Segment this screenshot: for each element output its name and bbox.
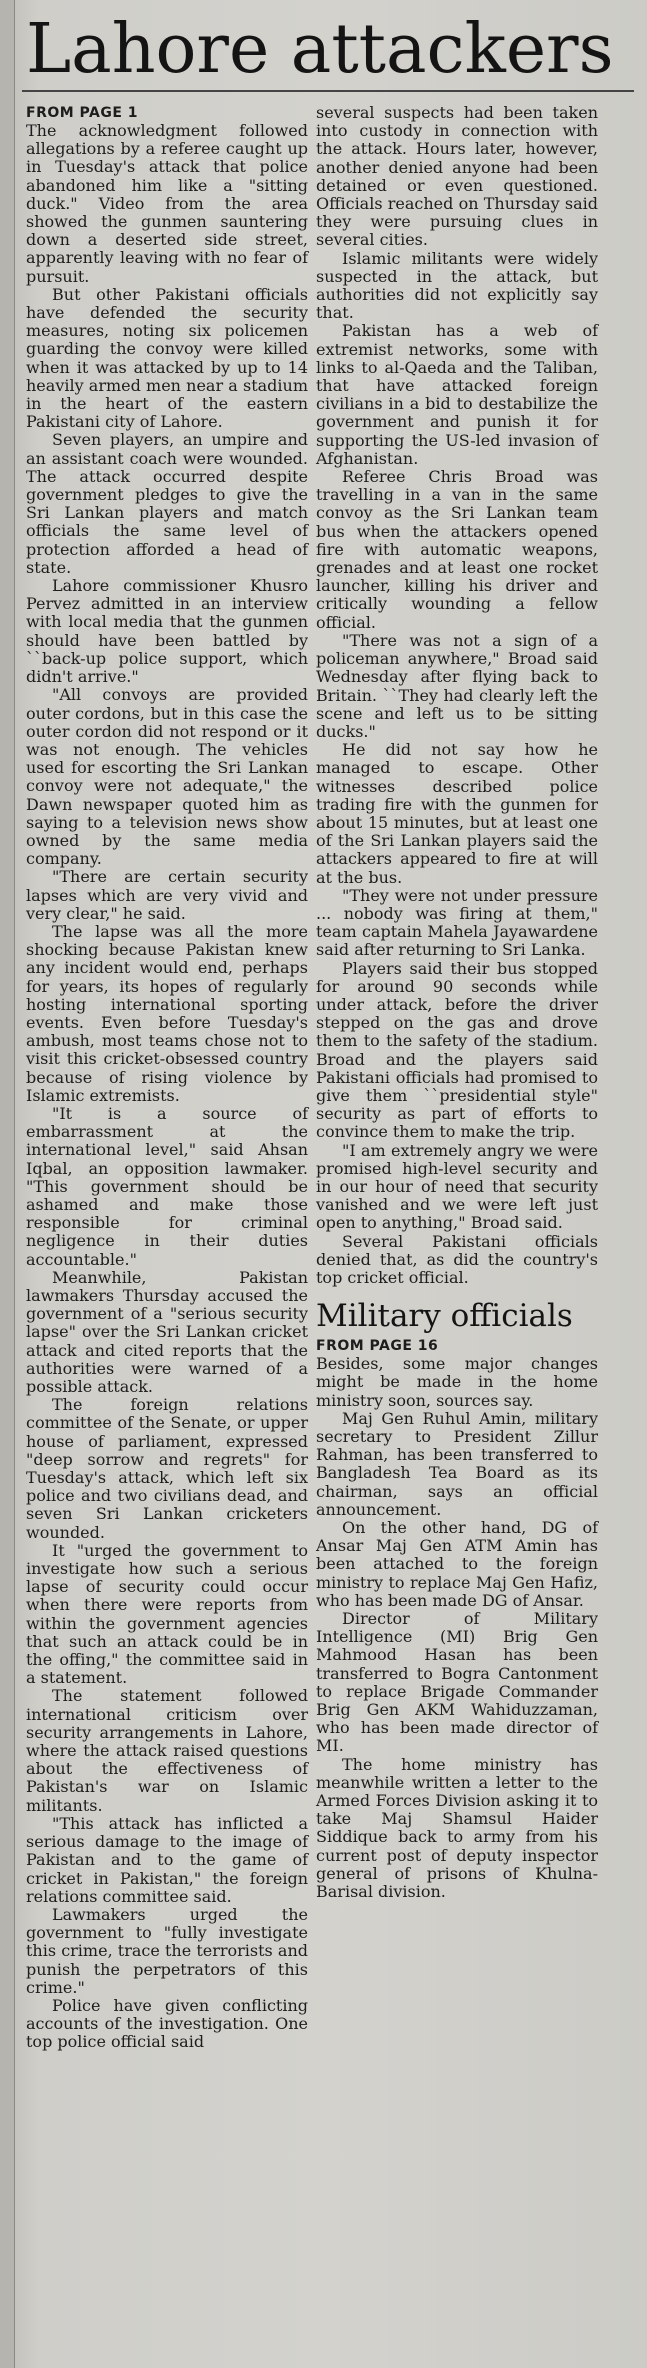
paragraph: The home ministry has meanwhile written a letter to the Armed Forces Division asking it to take Maj Shamsul Haider Siddique back to army from his current post of deputy inspector general of prisons of Khulna-Barisal division. bbox=[316, 1754, 598, 1902]
paragraph: He did not say how he managed to escape. Other witnesses described police trading fire with the gunmen for about 15 minutes, but at least one of the Sri Lankan players said the attackers appeared to fire at will at the bus. bbox=[316, 740, 598, 887]
paragraph: several suspects had been taken into custody in connection with the attack. Hours later, however, another denied anyone had been detained or even questioned. Officials reached on Thursday said they were pursuing clues in several cities. bbox=[316, 103, 598, 250]
paragraph: "I am extremely angry we were promised high-level security and in our hour of need that security vanished and we were left just open to anything," Broad said. bbox=[316, 1140, 598, 1233]
paragraph: The acknowledgment followed allegations by a referee caught up in Tuesday's attack that police abandoned him like a "sitting duck." Video from the area showed the gunmen sauntering down a deserted side street, apparently leaving with no fear of pursuit. bbox=[26, 121, 308, 286]
column-left bbox=[26, 104, 308, 2052]
paragraph: Players said their bus stopped for around 90 seconds while under attack, before the driver stepped on the gas and drove them to the safety of the stadium. Broad and the players said Pakistani officials had promised to give them ``presidential style" security as part of efforts to convince them to make the trip. bbox=[316, 958, 598, 1142]
paragraph: It "urged the government to investigate how such a serious lapse of security could occur when there were reports from within the government agencies that such an attack could be in the offing," the committee said in a statement. bbox=[26, 1540, 308, 1688]
paragraph: Besides, some major changes might be made in the home ministry soon, sources say. bbox=[316, 1354, 598, 1410]
paragraph: "They were not under pressure ... nobody was firing at them," team captain Mahela Jayawardene said after returning to Sri Lanka. bbox=[316, 885, 598, 960]
paragraph: The statement followed international criticism over security arrangements in Lahore, where the attack raised questions about the effectiveness of Pakistan's war on Islamic militants. bbox=[26, 1686, 308, 1815]
paragraph: Lahore commissioner Khusro Pervez admitted in an interview with local media that the gunmen should have been battled by ``back-up police support, which didn't arrive." bbox=[26, 576, 308, 687]
paragraph: The foreign relations committee of the Senate, or upper house of parliament, expressed "deep sorrow and regrets" for Tuesday's attack, which left six police and two civilians dead, and seven Sri Lankan cricketers wounded. bbox=[26, 1395, 308, 1542]
paragraph: "There was not a sign of a policeman anywhere," Broad said Wednesday after flying back to Britain. ``They had clearly left the scene and left us to be sitting ducks." bbox=[316, 630, 598, 741]
paragraph: But other Pakistani officials have defended the security measures, noting six policemen guarding the convoy were killed when it was attacked by up to 14 heavily armed men near a stadium in the heart of the eastern Pakistani city of Lahore. bbox=[26, 284, 308, 432]
paragraph: Islamic militants were widely suspected in the attack, but authorities did not explicitly say that. bbox=[316, 248, 598, 323]
paragraph: Pakistan has a web of extremist networks, some with links to al-Qaeda and the Taliban, that have attacked foreign civilians in a bid to destabilize the government and punish it for supporting the US-led invasion of Afghanistan. bbox=[316, 321, 598, 468]
page-edge bbox=[0, 0, 15, 2368]
paragraph: Several Pakistani officials denied that, as did the country's top cricket official. bbox=[316, 1231, 598, 1287]
paragraph: Lawmakers urged the government to "fully investigate this crime, trace the terrorists and punish the perpetrators of this crime." bbox=[26, 1904, 308, 1997]
paragraph: Referee Chris Broad was travelling in a van in the same convoy as the Sri Lankan team bus when the attackers opened fire with automatic weapons, grenades and at least one rocket launcher, killing his driver and critically wounding a fellow official. bbox=[316, 467, 598, 632]
headline: Lahore attackers bbox=[26, 10, 614, 89]
paragraph: Maj Gen Ruhul Amin, military secretary to President Zillur Rahman, has been transferred to Bangladesh Tea Board as its chairman, says an official announcement. bbox=[316, 1408, 598, 1519]
story2-kicker: FROM PAGE 16 bbox=[316, 1338, 439, 1355]
paragraph: "It is a source of embarrassment at the international level," said Ahsan Iqbal, an opposition lawmaker. "This government should be ashamed and make those responsible for criminal negligence in their duties accountable." bbox=[26, 1103, 308, 1269]
paragraph: The lapse was all the more shocking because Pakistan knew any incident would end, perhaps for years, its hopes of regularly hosting international sporting events. Even before Tuesday's ambush, most teams chose not to visit this cricket-obsessed country because of rising violence by Islamic extremists. bbox=[26, 921, 308, 1105]
paragraph: "This attack has inflicted a serious damage to the image of Pakistan and to the game of cricket in Pakistan," the foreign relations committee said. bbox=[26, 1813, 308, 1906]
column-right bbox=[316, 104, 598, 1901]
story2-headline: Military officials bbox=[316, 1298, 573, 1335]
paragraph: On the other hand, DG of Ansar Maj Gen ATM Amin has been attached to the foreign ministry to replace Maj Gen Hafiz, who has been made DG of Ansar. bbox=[316, 1518, 598, 1610]
paragraph: Seven players, an umpire and an assistant coach were wounded. The attack occurred despite government pledges to give the Sri Lankan players and match officials the same level of protection afforded a head of state. bbox=[26, 430, 308, 577]
story1-kicker: FROM PAGE 1 bbox=[26, 105, 139, 121]
headline-rule bbox=[22, 90, 634, 92]
paragraph: "All convoys are provided outer cordons, but in this case the outer cordon did not respond or it was not enough. The vehicles used for escorting the Sri Lankan convoy were not adequate," the Dawn newspaper quoted him as saying to a television news show owned by the same media company. bbox=[26, 685, 308, 869]
paragraph: "There are certain security lapses which are very vivid and very clear," he said. bbox=[26, 867, 308, 923]
paragraph: Director of Military Intelligence (MI) Brig Gen Mahmood Hasan has been transferred to Bogra Cantonment to replace Brigade Commander Brig Gen AKM Wahiduzzaman, who has been made director of MI. bbox=[316, 1609, 598, 1756]
paragraph: Police have given conflicting accounts of the investigation. One top police official said bbox=[26, 1995, 308, 2052]
paragraph: Meanwhile, Pakistan lawmakers Thursday accused the government of a "serious security lapse" over the Sri Lankan cricket attack and cited reports that the authorities were warned of a possible attack. bbox=[26, 1267, 308, 1397]
